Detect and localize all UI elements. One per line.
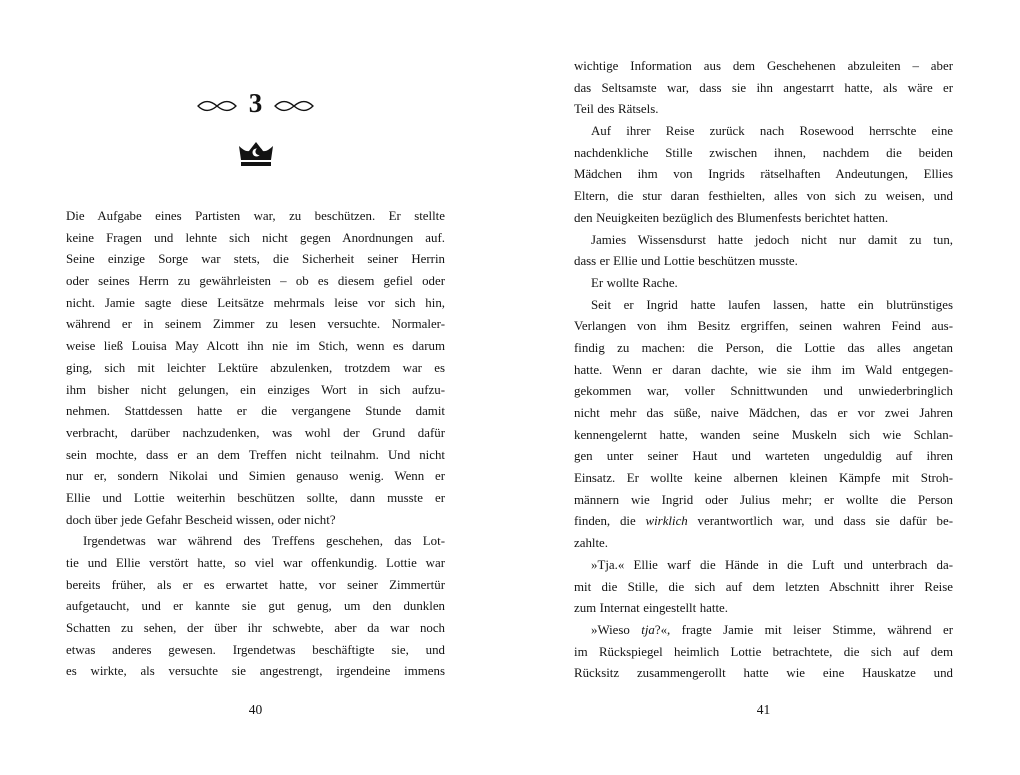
text-line: den Neuigkeiten bezüglich des Blumenfests berichtet hatten. bbox=[574, 210, 889, 225]
body-text-left bbox=[66, 206, 445, 683]
text-line: Seine einzige Sorge war stets, die Sicherheit seiner Herrin bbox=[66, 252, 445, 267]
text-line: aufgetaucht, und er kannte sie gut genug, um den dunklen bbox=[66, 599, 445, 614]
text-line: dass er Ellie und Lottie beschützen musste. bbox=[574, 254, 798, 269]
chapter-heading bbox=[66, 90, 445, 121]
text-line: Er wollte Rache. bbox=[591, 275, 678, 290]
text-line: im Rückspiegel heimlich Lottie betrachtete, die sich auf dem bbox=[574, 644, 953, 659]
text-line: Ellie und Lottie weiterhin beschützen sollte, dann musste er bbox=[66, 490, 445, 505]
text-line: männern wie Ingrid oder Julius mehr; er wollte die Person bbox=[574, 492, 953, 507]
text-line: bereits früher, als er es erwartet hatte, vor seiner Zimmertür bbox=[66, 577, 445, 592]
page-number-right: 41 bbox=[756, 702, 771, 717]
text-line: tie und Ellie verstört hatte, so viel war offenkundig. Lottie war bbox=[66, 556, 445, 570]
text-line: es wirkte, als versuchte sie angestrengt, irgendeine immens bbox=[66, 664, 445, 679]
text-line: zum Internat eingestellt hatte. bbox=[574, 601, 728, 616]
text-line: das Seltsamste war, dass sie ihn angestarrt hatte, als wäre er bbox=[574, 80, 953, 95]
text-line: kennengelernt hatte, wanden seine Muskeln sich wie Schlan- bbox=[574, 427, 953, 442]
text-line: »Wieso tja?«, fragte Jamie mit leiser Stimme, während er bbox=[591, 622, 953, 637]
text-line: hatte. Wenn er daran dachte, wie sie ihm im Wald entgegen- bbox=[574, 362, 953, 377]
text-line: Seit er Ingrid hatte laufen lassen, hatte ein blutrünstiges bbox=[591, 297, 953, 312]
text-line: Rücksitz zusammengerollt hatte wie eine Hauskatze und bbox=[574, 666, 953, 681]
text-line: nicht. Jamie sagte diese Leitsätze mehrmals leise vor sich hin, bbox=[66, 295, 445, 310]
text-line: verbracht, darüber nachzudenken, was wohl der Grund dafür bbox=[66, 425, 445, 440]
text-line: nachdenkliche Stille zwischen ihnen, nachdem die beiden bbox=[574, 145, 953, 160]
text-line: Mädchen ihm von Ingrids rätselhaften Andeutungen, Ellies bbox=[574, 167, 953, 182]
text-line: ging, sich mit leichter Lektüre abzulenken, trotzdem war es bbox=[66, 360, 445, 375]
text-line: mit die Stille, die sich auf dem letzten Abschnitt ihrer Reise bbox=[574, 579, 953, 594]
chapter-number: 3 bbox=[248, 88, 263, 118]
text-line: etwas anderes gewesen. Irgendetwas beschäftigte sie, und bbox=[66, 642, 445, 657]
text-line: Verlangen von ihm Besitz ergriffen, seinen wahren Feind aus- bbox=[574, 319, 953, 334]
text-line: doch über jede Gefahr Bescheid wissen, oder nicht? bbox=[66, 512, 336, 527]
body-text-right bbox=[574, 56, 953, 685]
text-line: nicht mehr das süße, naive Mädchen, das er vor zwei Jahren bbox=[574, 406, 953, 420]
text-line: Teil des Rätsels. bbox=[574, 102, 659, 117]
text-line: finden, die wirklich verantwortlich war, und dass sie dafür be- bbox=[574, 514, 953, 529]
text-line: »Tja.« Ellie warf die Hände in die Luft und unterbrach da- bbox=[591, 557, 953, 572]
text-line: Schatten zu sehen, der über ihr schwebte, aber da war noch bbox=[66, 621, 445, 636]
page-number-left: 40 bbox=[248, 702, 263, 717]
text-line: keine Fragen und lehnte sich nicht gegen Anordnungen auf. bbox=[66, 230, 445, 245]
text-line: ihm bisher nicht gelungen, ein einziges Wort in sich aufzu- bbox=[66, 382, 445, 397]
text-line: Irgendetwas war während des Treffens geschehen, das Lot- bbox=[83, 534, 445, 549]
text-line: gen unter seiner Haut und warteten ungeduldig auf ihren bbox=[574, 449, 953, 464]
text-line: nur er, sondern Nikolai und Simien genauso wenig. Wenn er bbox=[66, 469, 445, 484]
text-line: Die Aufgabe eines Partisten war, zu beschützen. Er stellte bbox=[66, 209, 445, 223]
text-line: Auf ihrer Reise zurück nach Rosewood herrschte eine bbox=[591, 124, 953, 139]
text-line: während er in seinem Zimmer zu lesen versuchte. Normaler- bbox=[66, 317, 445, 332]
text-line: Jamies Wissensdurst hatte jedoch nicht nur damit zu tun, bbox=[591, 232, 953, 247]
text-line: nehmen. Stattdessen hatte er die vergangene Stunde damit bbox=[66, 404, 445, 419]
text-line: Einsatz. Er wollte keine albernen kleinen Kämpfe mit Stroh- bbox=[574, 471, 953, 486]
crown-icon bbox=[66, 140, 445, 170]
text-line: sein mochte, dass er an dem Treffen nicht teilnahm. Und nicht bbox=[66, 447, 445, 462]
text-line: oder seines Herrn zu gewährleisten – ob es diesem gefiel oder bbox=[66, 274, 445, 289]
flourish-right-icon bbox=[274, 97, 314, 115]
text-line: weise ließ Louisa May Alcott ihn nie im Stich, wenn es darum bbox=[66, 339, 445, 354]
text-line: gekommen war, voller Schnittwunden und unwiederbringlich bbox=[574, 384, 953, 399]
text-line: zahlte. bbox=[574, 536, 608, 551]
flourish-left-icon bbox=[197, 97, 237, 115]
text-line: findig zu machen: die Person, die Lottie das alles angetan bbox=[574, 340, 953, 355]
text-line: Eltern, die stur daran festhielten, alles von sich zu weisen, und bbox=[574, 189, 953, 204]
text-line: wichtige Information aus dem Geschehenen abzuleiten – aber bbox=[574, 59, 953, 73]
